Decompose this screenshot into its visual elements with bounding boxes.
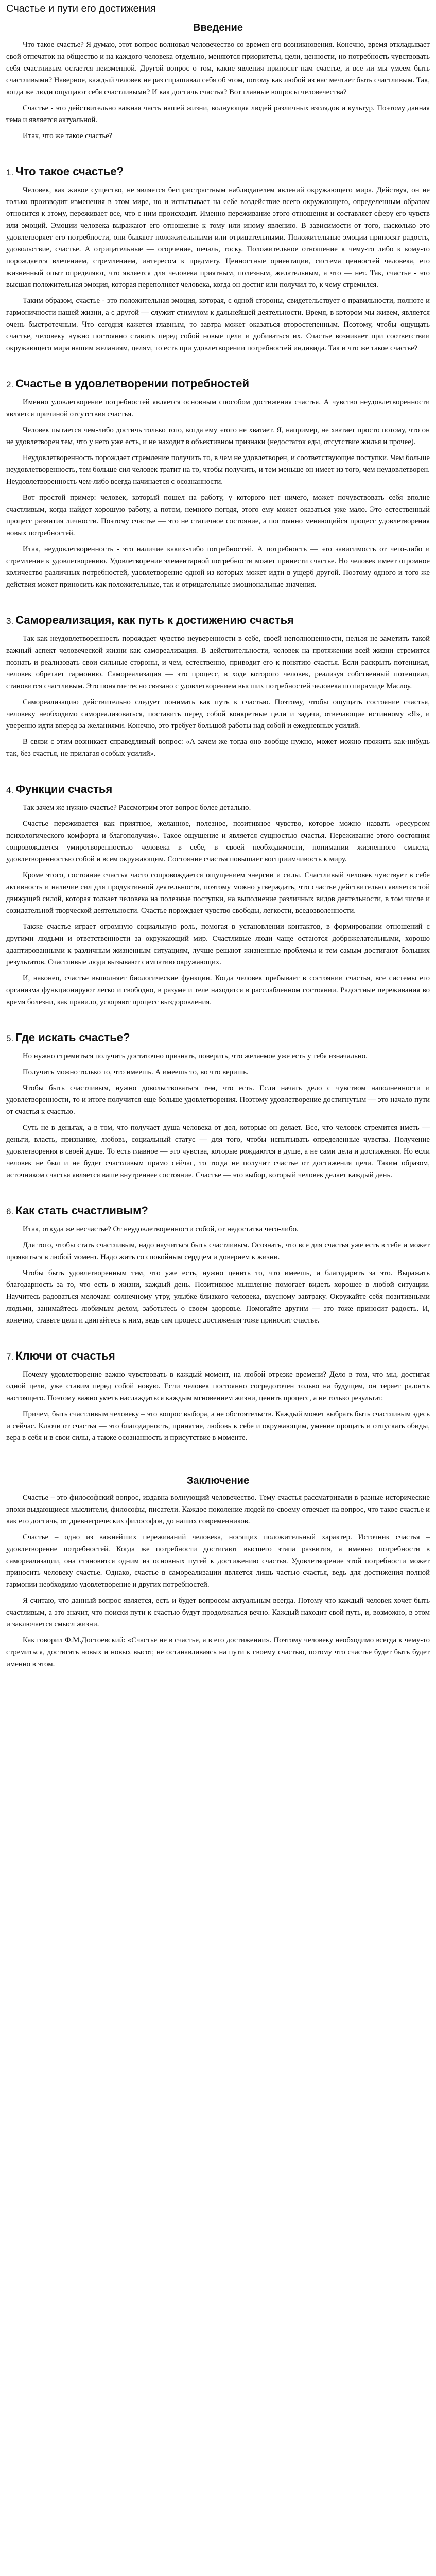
section-4: [6, 783, 430, 1008]
section-2: [6, 377, 430, 591]
section-title: Что такое счастье?: [15, 165, 124, 178]
section-heading: [6, 783, 430, 796]
section-heading: [6, 377, 430, 391]
section-3: [6, 614, 430, 760]
section-paragraph: Так зачем же нужно счастье? Рассмотрим этот вопрос более детально.: [23, 804, 251, 812]
section-paragraph: Но нужно стремиться получить достаточно признать, поверить, что желаемое уже есть у тебя изначально.: [23, 1052, 368, 1060]
section-title: Как стать счастливым?: [15, 1204, 148, 1217]
section-heading: [6, 1349, 430, 1363]
intro-paragraph: Что такое счастье? Я думаю, этот вопрос волновал человечество со времен его возникновения. Конечно, время откладывает свой отпечаток на общество и на каждого человека отдельно, меняются приоритеты, цели, ценности, но потребность чувствовать себя счастливым остается неизменной. Другой вопрос о том, какие явления приносят нам счастье, и все ли мы умеем быть счастливыми? Наверное, каждый человек не раз спрашивал себя об этом, потому как любой из нас мечтает быть счастливым. Так, когда же люди ощущают себя счастливыми? И как достичь счастья? Вот главные вопросы человечества?: [6, 41, 430, 96]
section-paragraph: Неудовлетворенность порождает стремление получить то, в чем не удовлетворен, и соответствующие поступки. Чем больше неудовлетворенность, тем больше сил человек тратит на то, чтобы получить, и тем меньше он имеет из того, чем неудовлетворен. Неудовлетворенность чем-либо всегда начинается с осознанности.: [6, 454, 430, 486]
section-paragraph: Счастье переживается как приятное, желанное, полезное, позитивное чувство, которое можно назвать «ресурсом психологического комфорта и благополучия». Такое ощущение и является сущностью счастья. Переживание этого состояния сопровождается умиротворенностью человека в себе, в своей необходимости, понимании жизненного смысла, удовлетворенностью собой и всем окружающим. Состояние счастья повышает восприимчивость к миру.: [6, 820, 430, 863]
section-1: [6, 165, 430, 354]
section-number: 5.: [6, 1033, 14, 1043]
conclusion-paragraph: Я считаю, что данный вопрос является, есть и будет вопросом актуальным всегда. Потому что каждый человек хочет быть счастливым, а это значит, что поиски пути к счастью будут продолжаться вечно. Каждый находит свой путь, и, возможно, в этом и заключается смысл жизни.: [6, 1597, 430, 1629]
section-paragraph: Получить можно только то, что имеешь. А имеешь то, во что веришь.: [23, 1068, 249, 1076]
section-paragraph: Чтобы быть счастливым, нужно довольствоваться тем, что есть. Если начать дело с чувством наполненности и удовлетворенности, то и итоге получится еще больше удовлетворения. Поэтому удовлетворение достигнутым — это начало пути от счастья к счастью.: [6, 1084, 430, 1116]
section-paragraph: Самореализацию действительно следует понимать как путь к счастью. Поэтому, чтобы ощущать состояние счастья, человеку необходимо самореализоваться, поставить перед собой конкретные цели и задачи, отвечающие истинному «Я», и уверенно идти вперед за желаниями. Конечно, это требует большой работы над собой и ежедневных усилий.: [6, 698, 430, 730]
section-paragraph: Для того, чтобы стать счастливым, надо научиться быть счастливым. Осознать, что все для счастья уже есть в тебе и может проявиться в любой момент. Надо жить со спокойным сердцем и доверием к жизни.: [6, 1241, 430, 1261]
section-number: 3.: [6, 616, 14, 626]
conclusion-section: [6, 1475, 430, 1670]
section-title: Ключи от счастья: [15, 1349, 115, 1362]
document-title: Счастье и пути его достижения: [6, 3, 156, 14]
section-number: 1.: [6, 167, 14, 177]
intro-section: [6, 22, 430, 142]
section-paragraph: Человек, как живое существо, не является беспристрастным наблюдателем явлений окружающего мира. Действуя, он не только производит изменения в этом мире, но и испытывает на себе воздействие всего окружающего, определенным образом относится к этому, переживает все, что с ним происходит. Именно переживание этого отношения и составляет сферу его чувств или эмоций. Эмоции человека выражают его отношение к тому или иному явлению. В зависимости от того, насколько это удовлетворяет его потребности, они бывают положительными или отрицательными. Положительные эмоции приносят радость, удовольствие, счастье. А отрицательные — огорчение, печаль, тоску. Положительное отношение к чему-то либо к кому-то порождается влечением, стремлением, интересом к предмету. Ценностные ориентации, система ценностей человека, его жизненный опыт определяют, что является для человека приятным, полезным, желательным, а что — нет. Так, счастье - это высшая положительная эмоция, которая переполняет человека, когда он достиг или получил то, к чему стремился.: [6, 186, 430, 289]
intro-heading: Введение: [193, 22, 243, 33]
section-paragraph: Таким образом, счастье - это положительная эмоция, которая, с одной стороны, свидетельствует о правильности, полноте и гармоничности нашей жизни, а с другой — служит стимулом к дальнейшей деятельности. Время, в котором мы живем, является очень быстротечным. Что сегодня кажется главным, то завтра может оказаться второстепенным. Поэтому, чтобы ощущать счастье, человеку нужно постоянно ставить перед собой новые цели и добиваться их. Счастье возникает при соответствии окружающего мира нашим желаниям, целям, то есть при удовлетворении потребностей индивида. Так и что же такое счастье?: [6, 297, 430, 352]
conclusion-paragraph: Как говорил Ф.М.Достоевский: «Счастье не в счастье, а в его достижении». Поэтому человеку необходимо всегда к чему-то стремиться, достигать новых и новых высот, не останавливаясь на пути к своему счастью, потому что счастье будет быть будет именно в этом.: [6, 1636, 430, 1668]
section-paragraph: Суть не в деньгах, а в том, что получает душа человека от дел, которые он делает. Все, что человек стремится иметь — деньги, власть, признание, любовь, социальный статус — для того, чтобы испытывать определенные чувства. Получение удовлетворения в своей душе. То есть главное — это чувства, которые рождаются в душе, а не сами дела и достижения. Но если человек не был и не будет счастливым прямо сейчас, то тогда не получит счастье от достижения цели. Таким образом, источником счастья является ваше внутреннее состояние. Счастье — это выбор, который человек делает каждый день.: [6, 1124, 430, 1179]
section-paragraph: Кроме этого, состояние счастья часто сопровождается ощущением энергии и силы. Счастливый человек чувствует в себе активность и наличие сил для продуктивной деятельности, поэтому можно утверждать, что счастье действительно является той движущей силой, которая толкает человека на полезные поступки, на выполнение различных видов деятельности, в том числе и созидательной творческой деятельности. Счастье порождает чувство свободы, легкости, вседозволенности.: [6, 871, 430, 915]
section-6: [6, 1204, 430, 1327]
section-number: 7.: [6, 1352, 14, 1362]
section-paragraph: Именно удовлетворение потребностей является основным способом достижения счастья. А чувство неудовлетворенности является причиной отсутствия счастья.: [6, 398, 430, 418]
section-paragraph: Также счастье играет огромную социальную роль, помогая в установлении контактов, в формировании отношений с другими людьми и ответственности за окружающий мир. Счастливые люди чаще остаются доброжелательными, хорошо адаптированными к различным жизненным ситуациям, лучше решают жизненные проблемы и тем самым достигают больших результатов. Счастливые люди вызывают симпатию окружающих.: [6, 923, 430, 967]
section-heading: [6, 165, 430, 178]
section-heading: [6, 1031, 430, 1044]
conclusion-heading: Заключение: [186, 1475, 250, 1486]
section-title: Счастье в удовлетворении потребностей: [15, 377, 249, 390]
intro-paragraph: Счастье - это действительно важная часть нашей жизни, волнующая людей различных взглядов и культур. Поэтому данная тема и является актуальной.: [6, 104, 430, 124]
section-paragraph: Итак, откуда же несчастье? От неудовлетворенности собой, от недостатка чего-либо.: [23, 1225, 299, 1233]
section-number: 6.: [6, 1207, 14, 1216]
section-title: Функции счастья: [15, 783, 113, 795]
section-heading: [6, 614, 430, 627]
section-paragraph: Человек пытается чем-либо достичь только того, когда ему этого не хватает. Я, например, не хватает просто потому, что он не удовлетворен тем, что у него уже есть, и не находит в объективном признаки (недостаток еды, отсутствие жилья и прочее).: [6, 426, 430, 446]
intro-paragraph: Итак, что же такое счастье?: [23, 132, 113, 140]
section-paragraph: И, наконец, счастье выполняет биологические функции. Когда человек пребывает в состоянии счастья, все системы его организма функционируют легко и свободно, в разуме и теле находятся в расслабленном состоянии. Радостные переживания во время болезни, как правило, ускоряют процесс выздоровления.: [6, 974, 430, 1006]
section-paragraph: Почему удовлетворение важно чувствовать в каждый момент, на любой отрезке времени? Дело в том, что мы, достигая одной цели, уже ставим перед собой новую. Если человек постоянно сосредоточен только на будущем, он теряет радость настоящего. Поэтому важно уметь наслаждаться каждым мгновением жизни, ценить процесс, а не только результат.: [6, 1370, 430, 1402]
section-heading: [6, 1204, 430, 1217]
section-5: [6, 1031, 430, 1181]
section-paragraph: Чтобы быть удовлетворенным тем, что уже есть, нужно ценить то, что имеешь, и благодарить за это. Выражать благодарность за то, что есть в жизни, каждый день. Позитивное мышление помогает видеть хорошее в любой ситуации. Научитесь радоваться мелочам: солнечному утру, улыбке близкого человека, вкусному завтраку. Окружайте себя позитивными людьми, занимайтесь любимым делом, заботьтесь о своем здоровье. Помогайте другим — это тоже приносит радость. И, конечно, ставьте цели и двигайтесь к ним, ведь сам процесс достижения тоже приносит счастье.: [6, 1269, 430, 1325]
section-paragraph: В связи с этим возникает справедливый вопрос: «А зачем же тогда оно вообще нужно, может можно прожить как-нибудь так, без счастья, не прилагая особых усилий».: [6, 738, 430, 758]
conclusion-paragraph: Счастье – это философский вопрос, издавна волнующий человечество. Тему счастья рассматривали в разные исторические эпохи выдающиеся мыслители, философы, писатели. Каждое поколение людей по-своему отвечает на вопрос, что такое счастье и как его достичь, от древнегреческих философов, до наших современников.: [6, 1494, 430, 1526]
conclusion-paragraph: Счастье – одно из важнейших переживаний человека, носящих положительный характер. Источник счастья – удовлетворение потребностей. Когда же потребности достигают высшего этапа развития, а именно потребности в самореализации, она становится одним из основных путей к достижению счастья. Удовлетворение этой потребности может приносить человеку счастье. Однако, счастье в самореализации является лишь частью счастья, ведь для достижения полной гармонии необходимо удовлетворение и других потребностей.: [6, 1533, 430, 1589]
section-paragraph: Итак, неудовлетворенность - это наличие каких-либо потребностей. А потребность — это зависимость от чего-либо и стремление к удовлетворению. Удовлетворение элементарной потребности может принести счастье. Но человек имеет огромное количество различных потребностей, удовлетворение одной из которых может идти в ущерб другой. Поэтому одного и того же действия может приносить как положительные, так и отрицательные эмоциональные значения.: [6, 545, 430, 589]
section-7: [6, 1349, 430, 1444]
section-paragraph: Так как неудовлетворенность порождает чувство неуверенности в себе, своей неполноценности, нельзя не заметить такой важный аспект человеческой жизни как самореализация. В действительности, человек на протяжении всей жизни стремится познать и реализовать свои сильные стороны, и чем, естественно, приводит его к понятию счастья. Если раскрыть потенциал, человек обретает гармонию. Самореализация — это процесс, в ходе которого человек, реализуя собственный потенциал, становится счастливым. Это понятие тесно связано с удовлетворением высших потребностей человека по пирамиде Маслоу.: [6, 635, 430, 690]
section-title: Где искать счастье?: [15, 1031, 130, 1044]
section-number: 4.: [6, 785, 14, 795]
section-title: Самореализация, как путь к достижению счастья: [15, 614, 294, 626]
section-number: 2.: [6, 380, 14, 389]
section-paragraph: Причем, быть счастливым человеку – это вопрос выбора, а не обстоятельств. Каждый может выбрать быть счастливым здесь и сейчас. Ключи от счастья — это благодарность, принятие, любовь к себе и окружающим, умение прощать и отпускать обиды, вера в себя и в свои силы, а также осознанность и присутствие в моменте.: [6, 1410, 430, 1442]
section-paragraph: Вот простой пример: человек, который пошел на работу, у которого нет ничего, может почувствовать себя вполне счастливым, когда найдет хорошую работу, а потом, немного погодя, этого ему может оказаться уже мало. Это естественный процесс развития личности. Поэтому счастье — это не статичное состояние, а постоянно меняющийся процесс удовлетворения новых потребностей.: [6, 494, 430, 537]
